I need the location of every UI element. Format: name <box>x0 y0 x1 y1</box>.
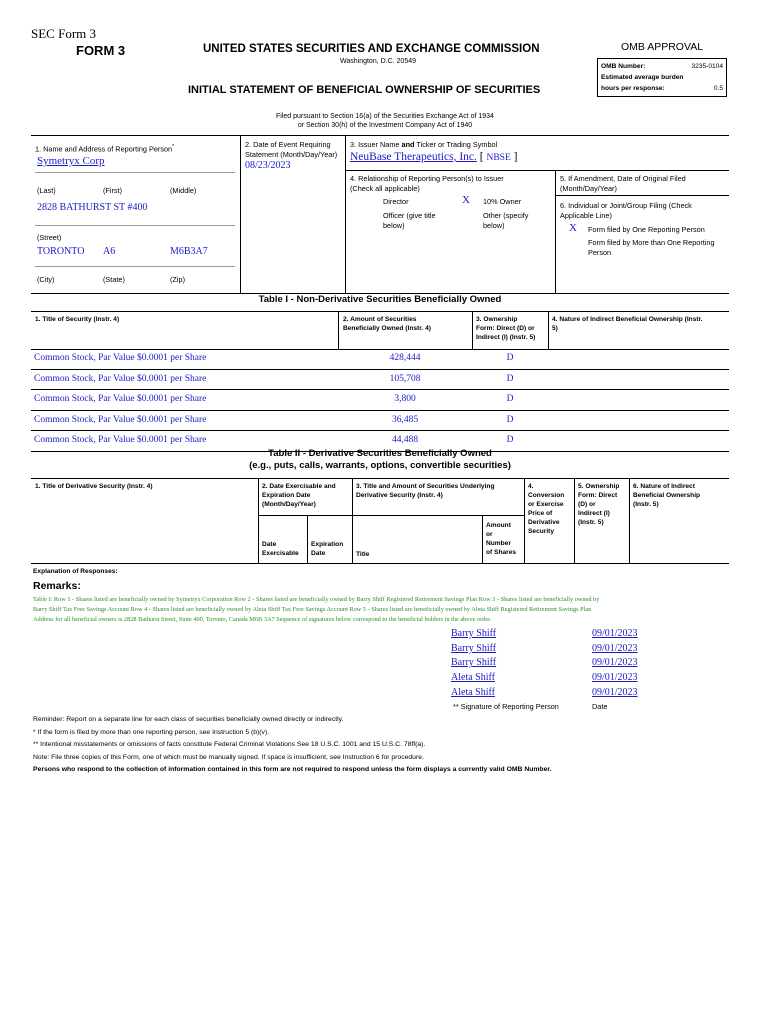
zip-value: M6B3A7 <box>170 246 208 257</box>
rule <box>524 478 525 563</box>
signature-date: 09/01/2023 <box>592 672 638 684</box>
director-label: Director <box>383 197 409 206</box>
rule <box>574 478 575 563</box>
security-amount: 44,488 <box>391 435 419 445</box>
box5-label-2: (Month/Day/Year) <box>560 184 617 193</box>
ten-pct-label: 10% Owner <box>483 197 522 206</box>
state-value: A6 <box>103 246 116 257</box>
omb-box <box>597 58 727 97</box>
date-label: Date <box>592 702 608 711</box>
t2-col3-header <box>356 482 495 500</box>
city-label: (City) <box>37 275 55 284</box>
table-row <box>31 370 729 391</box>
multi-person-label-1: Form filed by More than One Reporting <box>588 238 715 247</box>
rule <box>35 225 235 226</box>
rule <box>472 311 473 349</box>
issuer <box>350 151 518 163</box>
rule <box>258 478 259 563</box>
signature-name: Barry Shiff <box>451 642 497 654</box>
footnote-4: Persons who respond to the collection of information contained in this form are not required to respond unless the form displays a currently valid OMB Number. <box>33 766 552 774</box>
agency-city: Washington, D.C. 20549 <box>340 58 417 65</box>
signature-dates <box>592 627 638 701</box>
t2-col5-line1: 5. Ownership <box>578 483 620 490</box>
ownership-form: D <box>506 353 514 363</box>
multi-person-label-2: Person <box>588 248 612 257</box>
box2-label <box>245 140 337 160</box>
security-amount: 3,800 <box>394 394 416 404</box>
t1-col4-header <box>552 315 703 333</box>
signature-names <box>451 627 496 701</box>
t2-col5-line5: (Instr. 5) <box>578 519 604 526</box>
box6-label <box>560 201 692 221</box>
footer-notes <box>33 714 552 777</box>
rule <box>307 515 308 563</box>
table1-body <box>31 349 729 452</box>
footnote-1: * If the form is filed by more than one reporting person, see Instruction 5 (b)(v). <box>33 728 270 736</box>
burden-value: 0.5 <box>713 85 723 92</box>
table2-title-1: Table II - Derivative Securities Beneficially Owned <box>268 448 492 459</box>
officer-label-1: Officer (give title <box>383 211 436 220</box>
signature-name: Aleta Shiff <box>451 672 495 684</box>
rule <box>31 478 729 479</box>
t2-col2-line3: (Month/Day/Year) <box>262 501 316 508</box>
officer-label <box>383 211 436 231</box>
t2-sub-title: Title <box>356 551 370 558</box>
rule <box>31 135 729 136</box>
signature-date: 09/01/2023 <box>592 642 638 654</box>
box3-label <box>350 140 497 150</box>
box4-label-1: 4. Relationship of Reporting Person(s) to Issuer <box>350 174 504 183</box>
rule <box>352 478 353 563</box>
box2-label-1: 2. Date of Event Requiring <box>245 140 331 149</box>
t1-col2-header <box>343 315 431 333</box>
one-person-mark: X <box>569 222 577 234</box>
remarks-line-2: Barry Shiff Tax Free Savings Account Row 4 - Shares listed are beneficially owned by Aleta Shiff Tax Free Savings Account Row 5 - Shares listed are beneficially owned by Aleta Shiff Registered Retirement Savings Plan <box>33 606 592 613</box>
street-label: (Street) <box>37 233 62 242</box>
t2-col6-line2: Beneficial Ownership <box>633 492 701 499</box>
signature-date: 09/01/2023 <box>592 628 638 639</box>
t2-sub-expiration-2: Date <box>311 550 326 557</box>
t2-col5-line4: Indirect (I) <box>578 510 610 517</box>
security-amount: 36,485 <box>391 414 419 425</box>
other-label-1: Other (specify <box>483 211 529 220</box>
box3-label-b: Ticker or Trading Symbol <box>414 140 498 149</box>
t2-sub-expiration-1: Expiration <box>311 541 344 548</box>
form-title: INITIAL STATEMENT OF BENEFICIAL OWNERSHIP OF SECURITIES <box>188 84 541 96</box>
reminder-note: Reminder: Report on a separate line for each class of securities beneficially owned directly or indirectly. <box>33 716 344 723</box>
form-number: FORM 3 <box>76 43 126 58</box>
ownership-form: D <box>506 394 514 404</box>
t2-sub-date-2: Exercisable <box>262 550 299 557</box>
footnote-2: ** Intentional misstatements or omissions of facts constitute Federal Criminal Violations See 18 U.S.C. 1001 and 15 U.S.C. 78ff(a). <box>33 741 426 749</box>
t1-col1-header: 1. Title of Security (Instr. 4) <box>35 316 120 323</box>
t2-col3-line1: 3. Title and Amount of Securities Underlying <box>356 483 495 490</box>
asterisk: * <box>172 144 175 150</box>
ownership-form: D <box>506 414 514 425</box>
officer-label-2: below) <box>383 221 405 230</box>
explanation-label: Explanation of Responses: <box>33 568 118 575</box>
event-date: 08/23/2023 <box>245 160 291 171</box>
first-label: (First) <box>103 186 123 195</box>
rule <box>482 515 483 563</box>
t2-col4-line2: Conversion <box>528 492 565 499</box>
signature-label: ** Signature of Reporting Person <box>453 702 559 711</box>
t2-col4-header <box>528 482 564 536</box>
bracket-open: [ <box>479 151 484 163</box>
burden-label-2: hours per response: <box>601 85 665 92</box>
security-title: Common Stock, Par Value $0.0001 per Share <box>34 414 207 425</box>
t1-col3-line3: Indirect (I) (Instr. 5) <box>476 334 536 341</box>
t2-col6-line1: 6. Nature of Indirect <box>633 483 695 490</box>
t2-col1-header: 1. Title of Derivative Security (Instr. 4) <box>35 483 153 490</box>
issuer-name[interactable]: NeuBase Therapeutics, Inc. <box>350 151 477 163</box>
security-title: Common Stock, Par Value $0.0001 per Share <box>34 435 207 445</box>
t1-col3-header <box>476 315 535 342</box>
footnote-3: Note: File three copies of this Form, one of which must be manually signed. If space is insufficient, see Instruction 6 for procedure. <box>33 753 424 761</box>
signature-date: 09/01/2023 <box>592 686 638 698</box>
rule <box>35 172 235 173</box>
security-title: Common Stock, Par Value $0.0001 per Share <box>34 373 207 384</box>
remarks-text <box>33 595 733 625</box>
t2-col6-line3: (Instr. 5) <box>633 501 659 508</box>
t2-sub-amount-3: Number <box>486 540 511 547</box>
omb-number-label: OMB Number: <box>601 63 646 70</box>
rule <box>338 311 339 349</box>
t2-sub-amount-2: or <box>486 531 493 538</box>
rule <box>555 170 556 293</box>
filed-line-2: or Section 30(h) of the Investment Company Act of 1940 <box>297 122 473 129</box>
t2-col5-line2: Form: Direct <box>578 492 618 499</box>
box1-label-text: 1. Name and Address of Reporting Person <box>35 144 173 154</box>
rule <box>31 311 729 312</box>
t2-col4-line6: Security <box>528 528 555 535</box>
t1-col4-line2: 5) <box>552 325 558 332</box>
reporting-person-name[interactable]: Symetryx Corp <box>37 155 105 167</box>
other-label-2: below) <box>483 221 505 230</box>
sec-form-label: SEC Form 3 <box>31 26 97 41</box>
t1-col4-line1: 4. Nature of Indirect Beneficial Ownership (Instr. <box>552 316 703 323</box>
t2-sub-date <box>262 540 299 558</box>
box3-label-and: and <box>401 140 415 149</box>
agency-title: UNITED STATES SECURITIES AND EXCHANGE COMMISSION <box>203 43 540 55</box>
middle-label: (Middle) <box>170 186 197 195</box>
table2-title-2: (e.g., puts, calls, warrants, options, convertible securities) <box>249 460 511 471</box>
rule <box>35 266 235 267</box>
box4-label <box>350 174 504 194</box>
state-label: (State) <box>103 275 125 284</box>
rule <box>345 135 346 293</box>
street-value: 2828 BATHURST ST #400 <box>37 202 148 213</box>
t2-col2-header <box>262 482 336 509</box>
t2-col5-line3: (D) or <box>578 501 596 508</box>
rule <box>548 311 549 349</box>
omb-approval <box>597 41 727 97</box>
t2-sub-amount <box>486 521 516 557</box>
t1-col2-line1: 2. Amount of Securities <box>343 316 417 323</box>
box4-label-2: (Check all applicable) <box>350 184 420 193</box>
t2-col2-line1: 2. Date Exercisable and <box>262 483 336 490</box>
t2-col4-line3: or Exercise <box>528 501 564 508</box>
ten-pct-mark: X <box>462 194 470 206</box>
signature-name: Barry Shiff <box>451 628 497 639</box>
filed-pursuant <box>220 112 550 130</box>
table-row <box>31 349 729 370</box>
remarks-line-3: Address for all beneficial owners is 2828 Bathurst Street, Suite 400, Toronto, Canada M6B 3A7 Sequence of signatures below correspond to the beneficial holders in the above order. <box>33 616 492 623</box>
t2-col5-header <box>578 482 619 527</box>
bracket-close: ] <box>513 151 518 163</box>
box5-label-1: 5. If Amendment, Date of Original Filed <box>560 174 686 183</box>
ticker: NBSE <box>486 153 511 163</box>
table2-title <box>31 448 729 472</box>
ownership-form: D <box>506 373 514 384</box>
zip-label: (Zip) <box>170 275 185 284</box>
filed-line-1: Filed pursuant to Section 16(a) of the Securities Exchange Act of 1934 <box>276 113 494 120</box>
t1-col3-line1: 3. Ownership <box>476 316 518 323</box>
security-amount: 428,444 <box>389 353 421 363</box>
t2-sub-amount-1: Amount <box>486 522 511 529</box>
box5-label <box>560 174 686 194</box>
signature-name: Barry Shiff <box>451 657 497 669</box>
one-person-label: Form filed by One Reporting Person <box>588 225 705 234</box>
box2-label-2: Statement (Month/Day/Year) <box>245 150 338 159</box>
t2-sub-amount-4: of Shares <box>486 549 517 556</box>
table-row <box>31 390 729 411</box>
security-title: Common Stock, Par Value $0.0001 per Share <box>34 394 207 404</box>
security-title: Common Stock, Par Value $0.0001 per Share <box>34 353 207 363</box>
box6-label-2: Applicable Line) <box>560 211 612 220</box>
table1-title: Table I - Non-Derivative Securities Beneficially Owned <box>258 294 502 305</box>
rule <box>258 515 524 516</box>
t2-col4-line4: Price of <box>528 510 553 517</box>
t1-col3-line2: Form: Direct (D) or <box>476 325 535 332</box>
t2-sub-expiration <box>311 540 343 558</box>
box1-label <box>35 142 174 154</box>
security-amount: 105,708 <box>389 373 421 384</box>
multi-person-label <box>588 238 715 258</box>
omb-title: OMB APPROVAL <box>620 41 704 53</box>
t1-col2-line2: Beneficially Owned (Instr. 4) <box>343 325 431 332</box>
rule <box>31 563 729 564</box>
rule <box>629 478 630 563</box>
table-row <box>31 411 729 432</box>
signature-name: Aleta Shiff <box>451 686 495 698</box>
t2-col3-line2: Derivative Security (Instr. 4) <box>356 492 443 499</box>
ownership-form: D <box>506 435 514 445</box>
last-label: (Last) <box>37 186 56 195</box>
burden-label-1: Estimated average burden <box>601 74 684 81</box>
other-label <box>483 211 528 231</box>
remarks-label: Remarks: <box>33 580 81 592</box>
signature-date: 09/01/2023 <box>592 657 638 669</box>
t2-col4-line5: Derivative <box>528 519 560 526</box>
rule <box>345 170 729 171</box>
box6-label-1: 6. Individual or Joint/Group Filing (Check <box>560 201 692 210</box>
t2-col4-line1: 4. <box>528 483 534 490</box>
box3-label-a: 3. Issuer Name <box>350 140 402 149</box>
city-value: TORONTO <box>37 246 85 257</box>
t2-col2-line2: Expiration Date <box>262 492 311 499</box>
rule <box>240 135 241 293</box>
t2-sub-date-1: Date <box>262 541 277 548</box>
omb-number: 3235-0104 <box>691 63 723 70</box>
t2-col6-header <box>633 482 700 509</box>
remarks-line-1: Table I: Row 1 - Shares listed are beneficially owned by Symetryx Corporation Row 2 - Shares listed are beneficially owned by Barry Shiff Registered Retirement Savings Plan Row 3 - Shares listed are beneficially owned by <box>33 596 600 603</box>
rule <box>555 195 729 196</box>
